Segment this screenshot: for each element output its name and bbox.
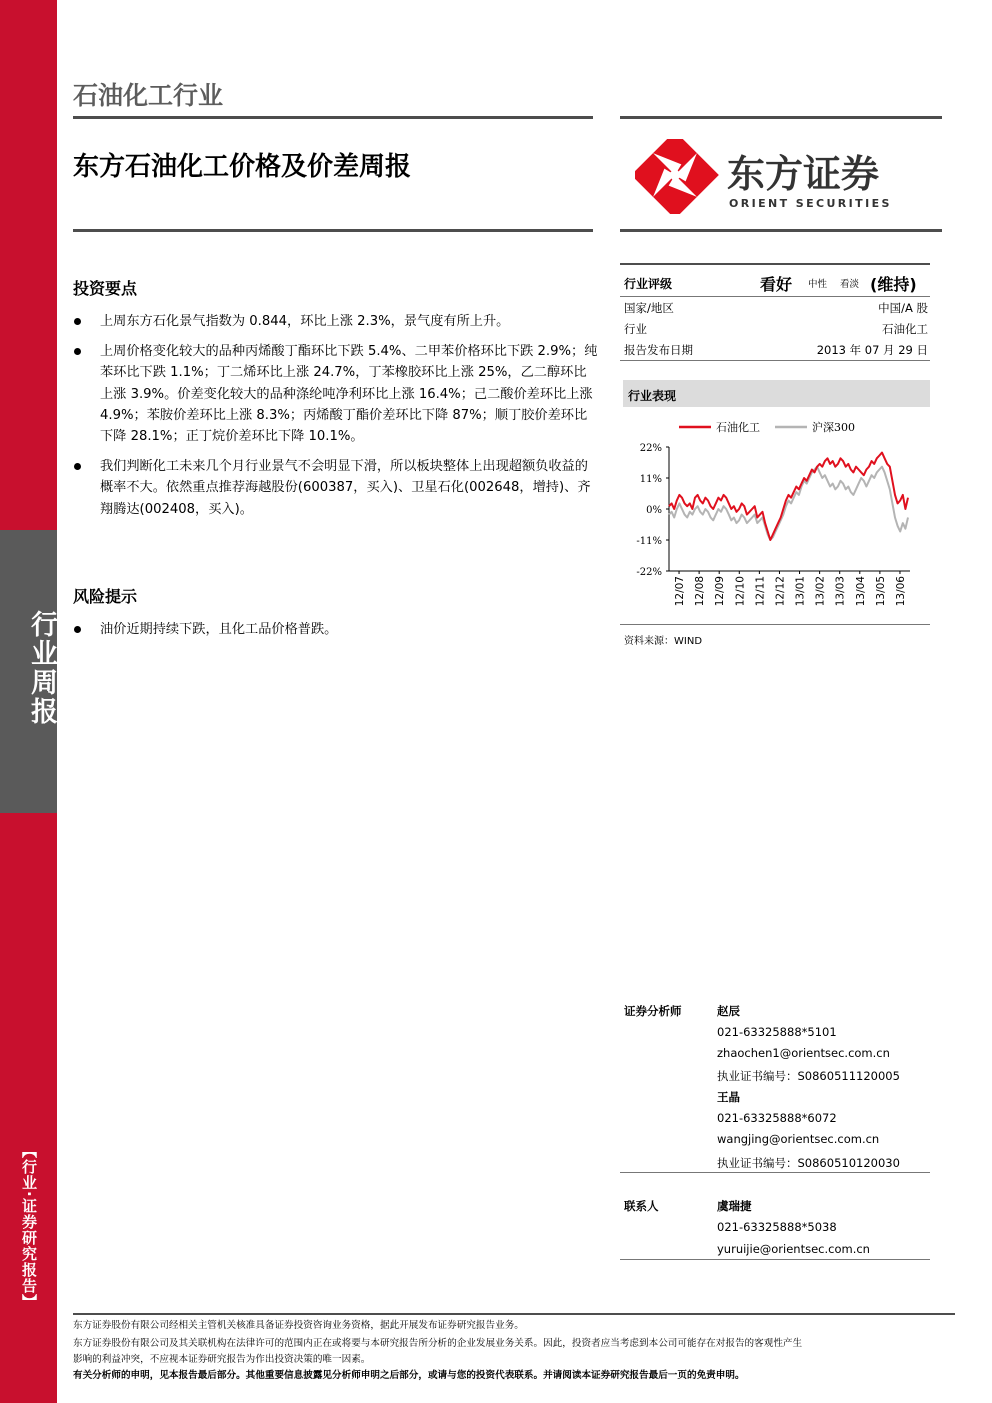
x-tick-label: 13/03 — [834, 576, 847, 607]
rating-row — [624, 272, 930, 294]
rating-option-bearish: 看淡 — [840, 279, 860, 290]
bullet-icon — [74, 318, 81, 325]
sidebar-series-label: 【行业·证券研究报告】 — [20, 1143, 38, 1310]
investment-title: 投资要点 — [73, 279, 138, 298]
analyst-name: 赵辰 — [717, 1004, 740, 1018]
rating-value: 看好 — [760, 275, 793, 294]
x-tick-label: 13/05 — [874, 576, 887, 607]
footer-disclaimer-2: 东方证券股份有限公司及其关联机构在法律许可的范围内正在或将要与本研究报告所分析的企业发展业务关系。因此，投资者应当考虑到本公司可能存在对报告的客观性产生 — [73, 1338, 803, 1349]
list-item: 我们判断化工未来几个月行业景气不会明显下滑，所以板块整体上出现超额负收益的概率不大。依然重点推荐海越股份(600387，买入)、卫星石化(002648，增持)、齐翔腾达(002408，买入)。 — [73, 456, 598, 520]
footer-disclaimer-1: 东方证券股份有限公司经相关主管机关核准具备证券投资咨询业务资格，据此开展发布证券研究报告业务。 — [73, 1320, 524, 1331]
rating-label: 行业评级 — [624, 277, 673, 291]
contact-phone: 021-63325888*5038 — [717, 1220, 837, 1234]
chart-bottom-rule — [620, 624, 930, 625]
footer-rule — [73, 1313, 955, 1315]
title-rule — [73, 229, 593, 232]
sidebar-stripe-bottom — [0, 813, 57, 1403]
risk-title: 风险提示 — [73, 587, 138, 606]
x-tick-label: 13/06 — [894, 576, 907, 607]
x-tick-label: 12/11 — [754, 576, 767, 607]
performance-chart — [623, 412, 933, 624]
info-value: 中国/A 股 — [878, 301, 928, 315]
legend-label: 石油化工 — [716, 421, 760, 434]
chart-source: 资料来源：WIND — [624, 636, 703, 647]
logo-cn-text: 东方证券 — [727, 152, 880, 196]
footer-statement: 有关分析师的申明，见本报告最后部分。其他重要信息披露见分析师申明之后部分，或请与您的投资代表联系。并请阅读本证券研究报告最后一页的免责申明。 — [73, 1370, 745, 1381]
y-tick-label: -11% — [636, 536, 662, 547]
contact-name: 虞瑞捷 — [717, 1199, 752, 1213]
analyst-phone: 021-63325888*6072 — [717, 1111, 837, 1125]
info-value: 2013 年 07 月 29 日 — [816, 343, 928, 357]
list-item: 油价近期持续下跌，且化工品价格普跌。 — [73, 619, 598, 640]
x-tick-label: 12/08 — [694, 576, 707, 607]
y-tick-label: 11% — [639, 474, 662, 485]
list-item: 上周东方石化景气指数为 0.844，环比上涨 2.3%，景气度有所上升。 — [73, 311, 598, 332]
list-item: 上周价格变化较大的品种丙烯酸丁酯环比下跌 5.4%、二甲苯价格环比下跌 2.9%；纯苯环比下跌 1.1%；丁二烯环比上涨 24.7%，丁苯橡胶环比上涨 25%，乙二醇环比上涨 3.9%。价差变化较大的品种涤纶吨净利环比上涨 16.4%；己二酸价差环比上涨 4.9%；苯胺价差环比上涨 8.3%；丙烯酸丁酯价差环比下降 87%；顺丁胶价差环比下降 28.1%；正丁烷价差环比下降 10.1%。 — [73, 341, 598, 447]
investment-points-list — [73, 311, 598, 529]
x-tick-label: 12/12 — [774, 576, 787, 607]
series-line-csi300 — [669, 467, 908, 540]
rating-bottom-rule — [620, 360, 930, 361]
y-tick-label: 22% — [639, 443, 662, 454]
analyst-cert: 执业证书编号：S0860511120005 — [717, 1069, 900, 1083]
analyst-role: 证券分析师 — [624, 1004, 682, 1018]
report-title: 东方石油化工价格及价差周报 — [73, 152, 412, 182]
title-rule-right — [620, 229, 942, 232]
bullet-icon — [74, 348, 81, 355]
orient-securities-logo — [635, 139, 925, 214]
analyst-email[interactable]: wangjing@orientsec.com.cn — [717, 1132, 880, 1146]
logo-en-text: ORIENT SECURITIES — [729, 197, 892, 210]
footer-disclaimer-3: 影响的利益冲突，不应视本证券研究报告为作出投资决策的唯一因素。 — [73, 1354, 371, 1365]
x-tick-label: 13/01 — [794, 576, 807, 607]
line-chart — [623, 412, 933, 624]
rating-status: (维持) — [870, 275, 917, 294]
x-tick-label: 12/07 — [674, 576, 687, 607]
info-label: 国家/地区 — [624, 301, 674, 315]
legend-label: 沪深300 — [812, 421, 855, 434]
info-value: 石油化工 — [882, 322, 928, 336]
info-label: 行业 — [624, 322, 647, 336]
info-label: 报告发布日期 — [624, 343, 693, 357]
contact-role: 联系人 — [624, 1199, 659, 1213]
performance-title: 行业表现 — [628, 389, 677, 403]
industry-name: 石油化工行业 — [73, 81, 224, 110]
logo-mark-icon — [635, 139, 925, 214]
analyst-divider — [620, 1172, 930, 1173]
y-tick-label: -22% — [636, 567, 662, 578]
analyst-email[interactable]: zhaochen1@orientsec.com.cn — [717, 1046, 890, 1060]
contact-divider — [620, 1259, 930, 1260]
x-tick-label: 13/02 — [814, 576, 827, 607]
analyst-phone: 021-63325888*5101 — [717, 1025, 837, 1039]
x-tick-label: 12/09 — [714, 576, 727, 607]
bullet-icon — [74, 626, 81, 633]
series-line-petrochemical — [669, 453, 908, 540]
rating-option-neutral: 中性 — [808, 279, 828, 290]
analyst-cert: 执业证书编号：S0860510120030 — [717, 1156, 900, 1170]
rating-top-rule — [620, 263, 930, 265]
contact-email[interactable]: yuruijie@orientsec.com.cn — [717, 1242, 870, 1256]
x-tick-label: 13/04 — [854, 576, 867, 607]
header-rule-right — [620, 116, 942, 119]
sidebar-stripe-top — [0, 0, 57, 530]
sidebar-category-label: 行业周报 — [26, 610, 57, 726]
risk-points-list — [73, 619, 598, 649]
x-tick-label: 12/10 — [734, 576, 747, 607]
rating-divider — [620, 296, 930, 297]
y-tick-label: 0% — [646, 505, 662, 516]
header-rule — [73, 116, 593, 119]
bullet-icon — [74, 463, 81, 470]
analyst-name: 王晶 — [717, 1090, 740, 1104]
